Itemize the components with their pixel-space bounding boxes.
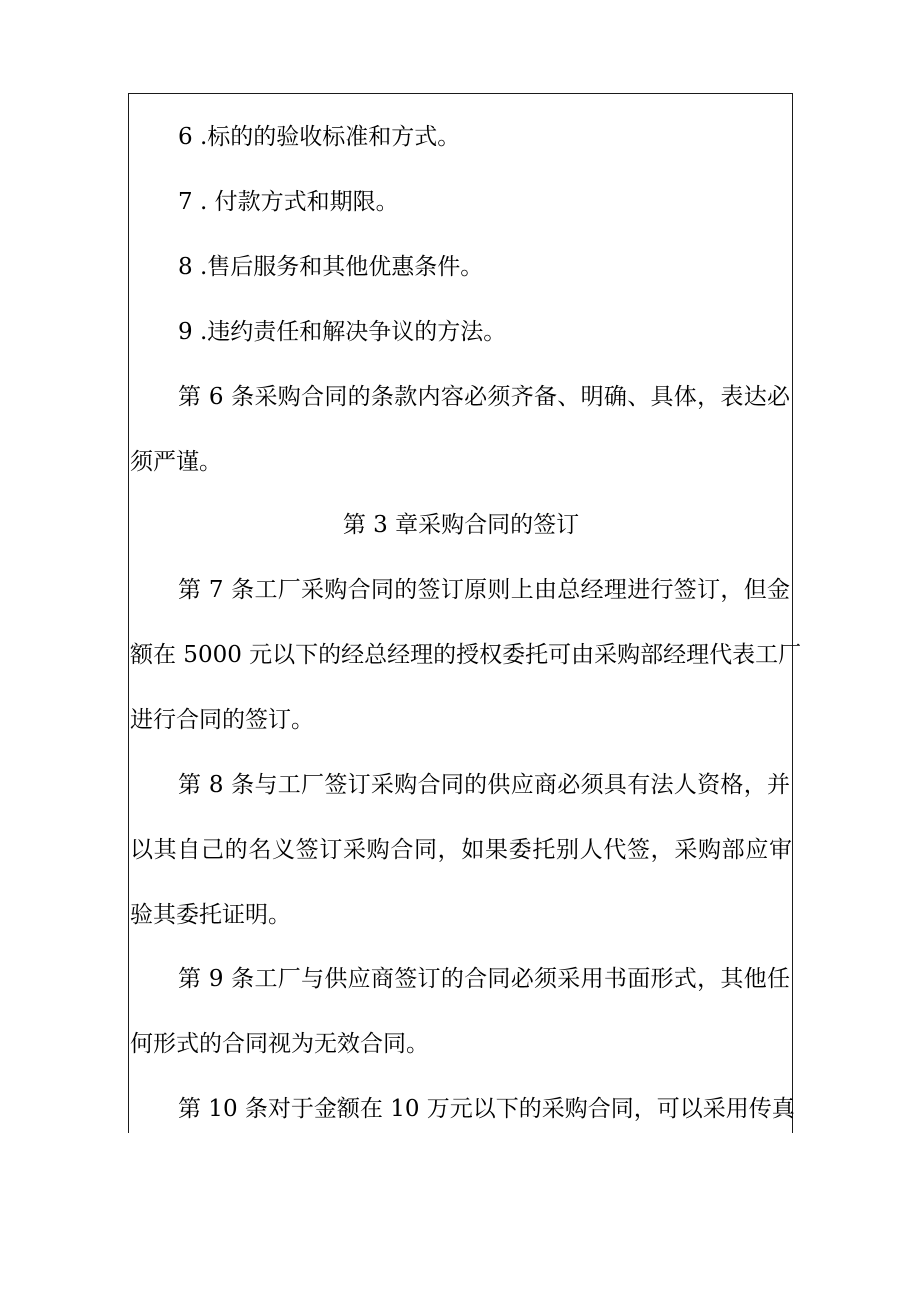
article-6-line-2: 须严谨。 <box>130 449 222 475</box>
article-8-line-3: 验其委托证明。 <box>130 902 291 928</box>
list-item-7: 7 . 付款方式和期限。 <box>178 189 399 215</box>
article-9-line-1: 第 9 条工厂与供应商签订的合同必须采用书面形式，其他任 <box>178 966 790 992</box>
list-item-6: 6 .标的的验收标准和方式。 <box>178 124 461 150</box>
article-9-line-2: 何形式的合同视为无效合同。 <box>130 1031 429 1057</box>
article-6-line-1: 第 6 条采购合同的条款内容必须齐备、明确、具体，表达必 <box>178 384 790 410</box>
chapter-3-heading: 第 3 章采购合同的签订 <box>342 512 580 538</box>
article-7-line-3: 进行合同的签订。 <box>130 707 314 733</box>
article-10-line-1: 第 10 条对于金额在 10 万元以下的采购合同，可以采用传真 <box>178 1096 795 1122</box>
article-7-line-2: 额在 5000 元以下的经总经理的授权委托可由采购部经理代表工厂 <box>130 642 802 668</box>
list-item-8: 8 .售后服务和其他优惠条件。 <box>178 254 484 280</box>
article-8-line-2: 以其自己的名义签订采购合同，如果委托别人代签，采购部应审 <box>130 837 792 863</box>
article-7-line-1: 第 7 条工厂采购合同的签订原则上由总经理进行签订，但金 <box>178 577 790 603</box>
article-8-line-1: 第 8 条与工厂签订采购合同的供应商必须具有法人资格，并 <box>178 772 790 798</box>
list-item-9: 9 .违约责任和解决争议的方法。 <box>178 319 507 345</box>
